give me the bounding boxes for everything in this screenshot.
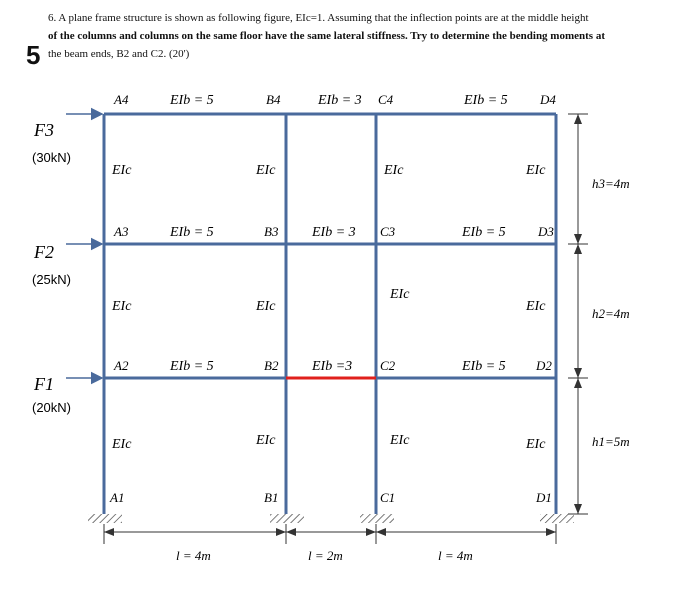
problem-text-line-2: of the columns and columns on the same floor have the same lateral stiffness. Try to determine the bending moments at	[48, 30, 605, 42]
span-label-left: l = 4m	[176, 548, 211, 563]
joint-c2: C2	[380, 358, 396, 373]
span-label-right: l = 4m	[438, 548, 473, 563]
force-label-f3: F3	[34, 120, 54, 140]
column-label: EIc	[526, 163, 546, 178]
force-label-f1: F1	[34, 374, 54, 394]
column-label: EIc	[256, 163, 276, 178]
joint-a1: A1	[110, 490, 125, 505]
joint-b2: B2	[264, 358, 279, 373]
joint-c3: C3	[380, 224, 396, 239]
height-label-h1: h1=5m	[592, 434, 630, 449]
joint-c1: C1	[380, 490, 396, 505]
fixed-support-b1	[270, 514, 304, 523]
height-label-h3: h3=4m	[592, 176, 630, 191]
fixed-support-d1	[540, 514, 574, 523]
fixed-support-c1	[360, 514, 394, 523]
beam-label-a3b3: EIb = 5	[170, 225, 214, 240]
beam-label-c3d3: EIb = 5	[462, 225, 506, 240]
beam-label-b4c4: EIb = 3	[318, 93, 362, 108]
column-label: EIc	[256, 433, 276, 448]
column-label: EIc	[390, 433, 410, 448]
problem-number: 5	[26, 40, 41, 70]
column-label: EIc	[256, 299, 276, 314]
beam-label-b3c3: EIb = 3	[312, 225, 356, 240]
joint-a2: A2	[114, 358, 129, 373]
problem-text-line-1: 6. A plane frame structure is shown as following figure, EIc=1. Assuming that the inflection points are at the middle height	[48, 12, 589, 24]
joint-d2: D2	[536, 358, 552, 373]
force-label-f2: F2	[34, 242, 54, 262]
height-label-h2: h2=4m	[592, 306, 630, 321]
column-label: EIc	[112, 437, 132, 452]
span-label-middle: l = 2m	[308, 548, 343, 563]
joint-d1: D1	[536, 490, 552, 505]
joint-c4: C4	[378, 92, 394, 107]
beam-label-b2c2: EIb =3	[312, 359, 353, 374]
force-value-f1: (20kN)	[32, 400, 72, 415]
beam-label-c4d4: EIb = 5	[464, 93, 508, 108]
joint-a3: A3	[114, 224, 129, 239]
problem-text-line-3: the beam ends, B2 and C2. (20')	[48, 48, 190, 60]
joint-b4: B4	[266, 92, 281, 107]
joint-d4: D4	[540, 92, 556, 107]
force-value-f3: (30kN)	[32, 150, 72, 165]
column-label: EIc	[390, 287, 410, 302]
force-value-f2: (25kN)	[32, 272, 72, 287]
column-label: EIc	[112, 299, 132, 314]
column-label: EIc	[112, 163, 132, 178]
beam-label-a4b4: EIb = 5	[170, 93, 214, 108]
fixed-support-a1	[88, 514, 122, 523]
beam-label-a2b2: EIb = 5	[170, 359, 214, 374]
beam-label-c2d2: EIb = 5	[462, 359, 506, 374]
joint-b3: B3	[264, 224, 279, 239]
joint-d3: D3	[538, 224, 554, 239]
joint-a4: A4	[114, 92, 129, 107]
column-label: EIc	[526, 299, 546, 314]
column-label: EIc	[384, 163, 404, 178]
column-label: EIc	[526, 437, 546, 452]
joint-b1: B1	[264, 490, 279, 505]
